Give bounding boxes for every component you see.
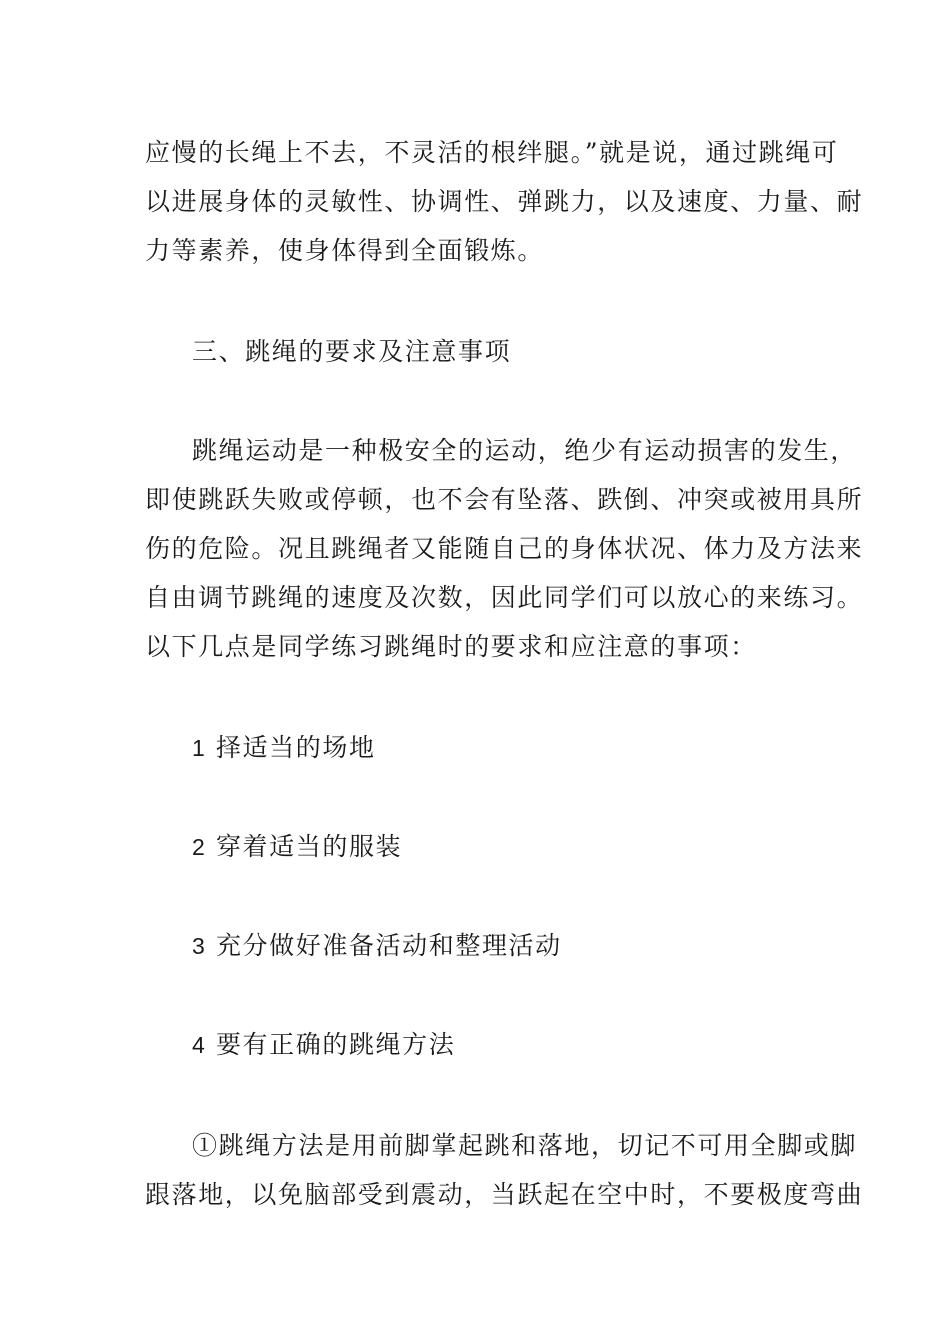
paragraph-2-line-1: 跳绳运动是一种极安全的运动，绝少有运动损害的发生，	[192, 436, 858, 465]
list-item	[192, 930, 872, 962]
paragraph-1-line-1: 应慢的长绳上不去，不灵活的根绊腿。”就是说，通过跳绳可	[145, 138, 839, 167]
list-item-number: 1	[192, 735, 207, 761]
list-item-text: 要有正确的跳绳方法	[215, 1030, 456, 1059]
list-item-text: 充分做好准备活动和整理活动	[215, 931, 562, 960]
paragraph-3-line-1: ①跳绳方法是用前脚掌起跳和落地，切记不可用全脚或脚	[192, 1131, 858, 1160]
section-heading: 三、跳绳的要求及注意事项	[192, 337, 512, 366]
list-item-text: 穿着适当的服装	[215, 832, 403, 861]
paragraph-1-line-2: 以进展身体的灵敏性、协调性、弹跳力，以及速度、力量、耐	[145, 187, 864, 216]
list-item-number: 2	[192, 834, 207, 860]
paragraph-2-line-3: 伤的危险。况且跳绳者又能随自己的身体状况、体力及方法来	[145, 534, 864, 563]
list-item-text: 择适当的场地	[215, 733, 376, 762]
list-item	[192, 831, 872, 863]
list-item	[192, 1029, 872, 1061]
paragraph-2-line-4: 自由调节跳绳的速度及次数，因此同学们可以放心的来练习。	[145, 583, 864, 612]
list-item-number: 3	[192, 933, 207, 959]
list-item	[192, 732, 872, 764]
paragraph-3-line-2: 跟落地，以免脑部受到震动，当跃起在空中时，不要极度弯曲	[145, 1180, 864, 1209]
list-item-number: 4	[192, 1032, 207, 1058]
paragraph-2-line-5: 以下几点是同学练习跳绳时的要求和应注意的事项：	[145, 632, 757, 661]
paragraph-2-line-2: 即使跳跃失败或停顿，也不会有坠落、跌倒、冲突或被用具所	[145, 485, 864, 514]
paragraph-1-line-3: 力等素养，使身体得到全面锻炼。	[145, 236, 545, 265]
